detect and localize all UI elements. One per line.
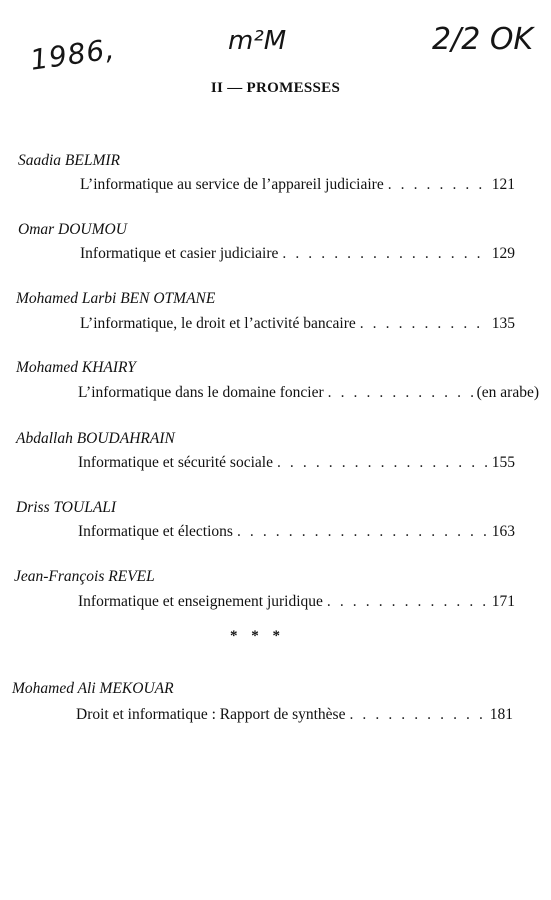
entry-line bbox=[80, 176, 515, 194]
entry-page: 163 bbox=[491, 523, 515, 540]
entry-title: Informatique et enseignement juridique bbox=[78, 593, 323, 610]
entry-title: L’informatique au service de l’appareil judiciaire bbox=[80, 176, 384, 193]
dot-leader bbox=[328, 384, 473, 402]
dot-leader bbox=[277, 454, 488, 472]
entry-line bbox=[80, 315, 515, 333]
entry-page: 135 bbox=[491, 315, 515, 332]
entry-line bbox=[80, 245, 515, 263]
entry-page: 171 bbox=[491, 593, 515, 610]
handwritten-reference: 2/2 OK bbox=[432, 22, 534, 57]
entry-page: (en arabe) bbox=[476, 384, 539, 401]
handwritten-mark: m²M bbox=[228, 26, 287, 56]
entry-page: 181 bbox=[489, 706, 513, 723]
dot-leader bbox=[360, 315, 488, 333]
entry-title: Droit et informatique : Rapport de synthèse bbox=[76, 706, 346, 723]
entry-line bbox=[76, 706, 513, 724]
entry-author: Driss TOULALI bbox=[16, 499, 117, 516]
dot-leader bbox=[349, 706, 485, 724]
dot-leader bbox=[282, 245, 487, 263]
entry-page: 155 bbox=[491, 454, 515, 471]
entry-line bbox=[78, 384, 539, 402]
entry-author: Abdallah BOUDAHRAIN bbox=[16, 430, 175, 447]
entry-author: Saadia BELMIR bbox=[18, 152, 121, 169]
section-heading: II — PROMESSES bbox=[210, 80, 341, 96]
entry-line bbox=[78, 454, 515, 472]
entry-title: Informatique et casier judiciaire bbox=[80, 245, 279, 262]
section-separator: * * * bbox=[230, 628, 280, 644]
entry-page: 129 bbox=[491, 245, 515, 262]
entry-line bbox=[78, 523, 515, 541]
entry-author: Mohamed Ali MEKOUAR bbox=[12, 680, 174, 697]
entry-page: 121 bbox=[491, 176, 515, 193]
dot-leader bbox=[327, 593, 488, 611]
entry-title: L’informatique, le droit et l’activité bancaire bbox=[80, 315, 356, 332]
dot-leader bbox=[388, 176, 488, 194]
entry-line bbox=[78, 593, 515, 611]
entry-title: Informatique et sécurité sociale bbox=[78, 454, 273, 471]
entry-title: L’informatique dans le domaine foncier bbox=[78, 384, 324, 401]
entry-author: Omar DOUMOU bbox=[18, 221, 127, 238]
dot-leader bbox=[237, 523, 488, 541]
entry-author: Jean-François REVEL bbox=[14, 568, 155, 585]
entry-title: Informatique et élections bbox=[78, 523, 233, 540]
entry-author: Mohamed Larbi BEN OTMANE bbox=[16, 290, 216, 307]
entry-author: Mohamed KHAIRY bbox=[16, 359, 136, 376]
handwritten-year: 1986, bbox=[28, 32, 118, 77]
